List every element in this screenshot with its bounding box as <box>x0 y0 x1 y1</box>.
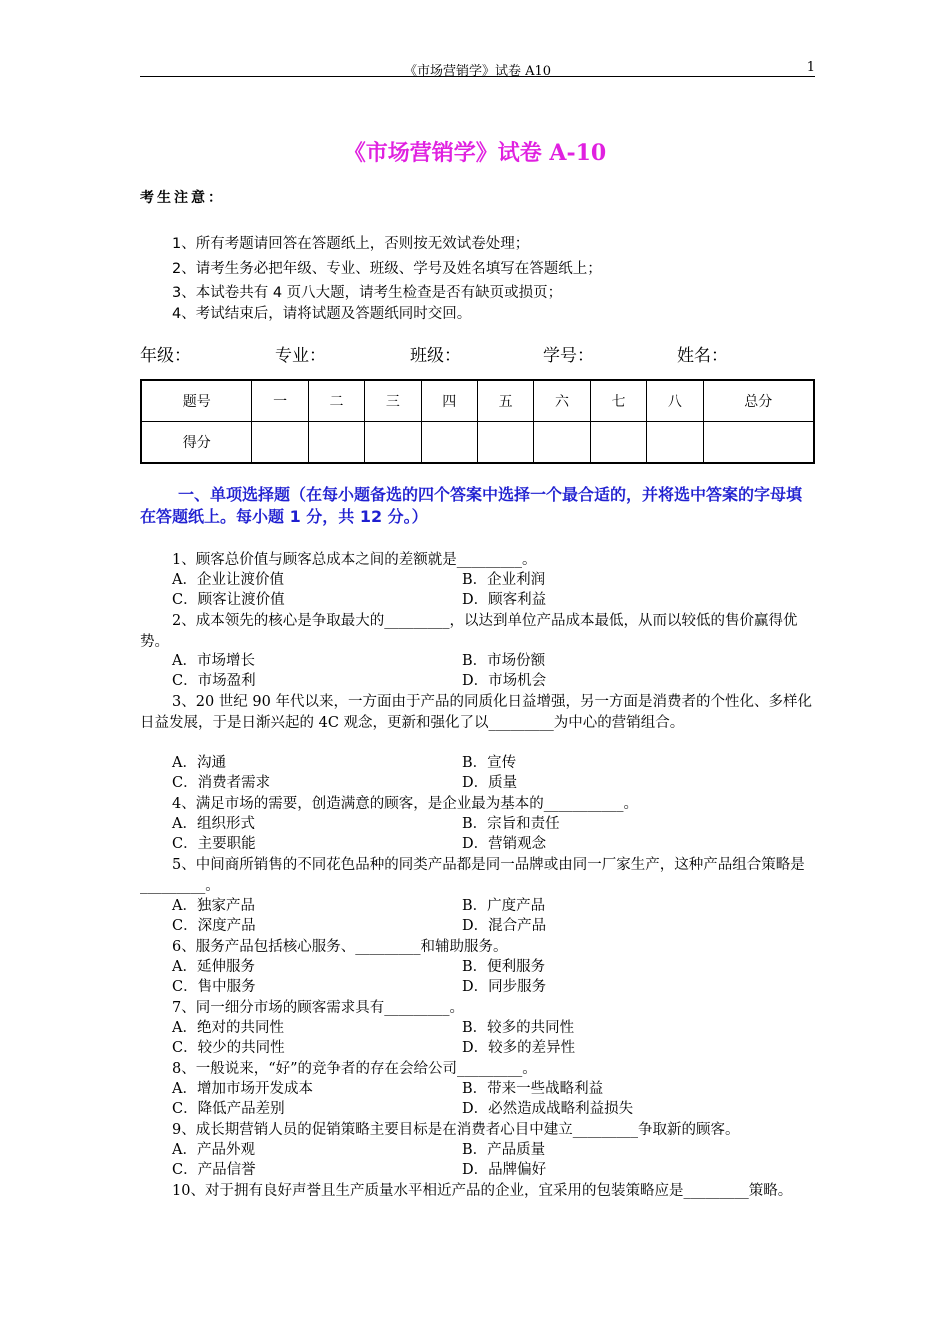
option: B．宣传 <box>462 755 517 771</box>
option: C．深度产品 <box>172 918 256 934</box>
score-cell <box>477 422 533 464</box>
option: B．宗旨和责任 <box>462 816 560 832</box>
option: C．顾客让渡价值 <box>172 592 285 608</box>
score-header-cell: 一 <box>252 380 308 422</box>
question-6: 6、服务产品包括核心服务、_________和辅助服务。 <box>172 939 508 955</box>
option: B．企业利润 <box>462 572 546 588</box>
option: D．营销观念 <box>462 836 547 852</box>
header-title: 《市场营销学》试卷 A10 <box>403 64 552 79</box>
option: C．市场盈利 <box>172 673 256 689</box>
option: B．广度产品 <box>462 898 546 914</box>
score-header-cell: 五 <box>477 380 533 422</box>
score-header-cell: 六 <box>534 380 590 422</box>
option: C．售中服务 <box>172 979 256 995</box>
option: D．必然造成战略利益损失 <box>462 1101 634 1117</box>
score-header-cell: 题号 <box>141 380 252 422</box>
option: C．消费者需求 <box>172 775 271 791</box>
score-header-cell: 四 <box>421 380 477 422</box>
question-9: 9、成长期营销人员的促销策略主要目标是在消费者心目中建立_________争取新的顾客。 <box>172 1122 740 1138</box>
question-5: 5、中间商所销售的不同花色品种的同类产品都是同一品牌或由同一厂家生产，这种产品组合策略是_________。 <box>140 857 805 894</box>
score-row-label: 得分 <box>141 422 252 464</box>
option: A．组织形式 <box>172 816 255 832</box>
question-1: 1、顾客总价值与顾客总成本之间的差额就是_________。 <box>172 552 537 568</box>
score-cell <box>252 422 308 464</box>
page-header <box>140 60 815 77</box>
question-8: 8、一般说来，“好”的竞争者的存在会给公司_________。 <box>172 1061 537 1077</box>
option: D．市场机会 <box>462 673 547 689</box>
section-heading: 一、单项选择题（在每小题备选的四个答案中选择一个最合适的，并将选中答案的字母填在答题纸上。每小题 1 分，共 12 分。） <box>140 485 803 526</box>
score-header-cell: 三 <box>365 380 421 422</box>
option: C．较少的共同性 <box>172 1040 285 1056</box>
score-cell <box>703 422 814 464</box>
option: C．降低产品差别 <box>172 1101 285 1117</box>
notice-item: 4、考试结束后，请将试题及答题纸同时交回。 <box>172 306 472 322</box>
option: B．市场份额 <box>462 653 546 669</box>
option: B．产品质量 <box>462 1142 546 1158</box>
option: C．主要职能 <box>172 836 256 852</box>
name-field-label: 姓名： <box>677 346 728 366</box>
option: A．增加市场开发成本 <box>172 1081 313 1097</box>
option: A．独家产品 <box>172 898 255 914</box>
major-field-label: 专业： <box>275 346 326 366</box>
option: B．较多的共同性 <box>462 1020 575 1036</box>
score-header-cell: 二 <box>308 380 364 422</box>
option: D．较多的差异性 <box>462 1040 576 1056</box>
option: C．产品信誉 <box>172 1162 256 1178</box>
option: A．产品外观 <box>172 1142 255 1158</box>
option: B．带来一些战略利益 <box>462 1081 604 1097</box>
option: D．同步服务 <box>462 979 547 995</box>
exam-title: 《市场营销学》试卷 A-10 <box>343 140 607 166</box>
question-7: 7、同一细分市场的顾客需求具有_________。 <box>172 1000 464 1016</box>
option: B．便利服务 <box>462 959 546 975</box>
option: D．品牌偏好 <box>462 1162 547 1178</box>
question-10: 10、对于拥有良好声誉且生产质量水平相近产品的企业，宜采用的包装策略应是_________策略。 <box>172 1183 793 1199</box>
option: A．绝对的共同性 <box>172 1020 284 1036</box>
notice-label: 考生注意： <box>140 190 225 206</box>
score-cell <box>365 422 421 464</box>
notice-item: 3、本试卷共有 4 页八大题，请考生检查是否有缺页或损页； <box>172 285 563 301</box>
option: D．质量 <box>462 775 518 791</box>
option: A．沟通 <box>172 755 226 771</box>
option: A．延伸服务 <box>172 959 255 975</box>
question-2: 2、成本领先的核心是争取最大的_________，以达到单位产品成本最低，从而以较低的售价赢得优势。 <box>140 613 798 650</box>
option: A．企业让渡价值 <box>172 572 284 588</box>
score-header-cell: 总分 <box>703 380 814 422</box>
notice-item: 1、所有考题请回答在答题纸上，否则按无效试卷处理； <box>172 236 530 252</box>
question-4: 4、满足市场的需要，创造满意的顾客，是企业最为基本的___________。 <box>172 796 638 812</box>
option: D．顾客利益 <box>462 592 547 608</box>
score-table-header-row <box>141 380 814 422</box>
score-cell <box>308 422 364 464</box>
score-header-cell: 七 <box>590 380 646 422</box>
score-cell <box>590 422 646 464</box>
student-id-field-label: 学号： <box>543 346 594 366</box>
option: D．混合产品 <box>462 918 547 934</box>
option: A．市场增长 <box>172 653 255 669</box>
score-cell <box>534 422 590 464</box>
notice-item: 2、请考生务必把年级、专业、班级、学号及姓名填写在答题纸上； <box>172 261 602 277</box>
score-cell <box>647 422 703 464</box>
question-3: 3、20 世纪 90 年代以来，一方面由于产品的同质化日益增强，另一方面是消费者的个性化、多样化日益发展，于是日渐兴起的 4C 观念，更新和强化了以_________为中心的营销组合。 <box>140 694 812 731</box>
class-field-label: 班级： <box>410 346 461 366</box>
grade-field-label: 年级： <box>140 346 191 366</box>
score-cell <box>421 422 477 464</box>
score-header-cell: 八 <box>647 380 703 422</box>
page-number: 1 <box>806 60 815 75</box>
score-table <box>140 379 815 464</box>
score-table-score-row <box>141 422 814 464</box>
